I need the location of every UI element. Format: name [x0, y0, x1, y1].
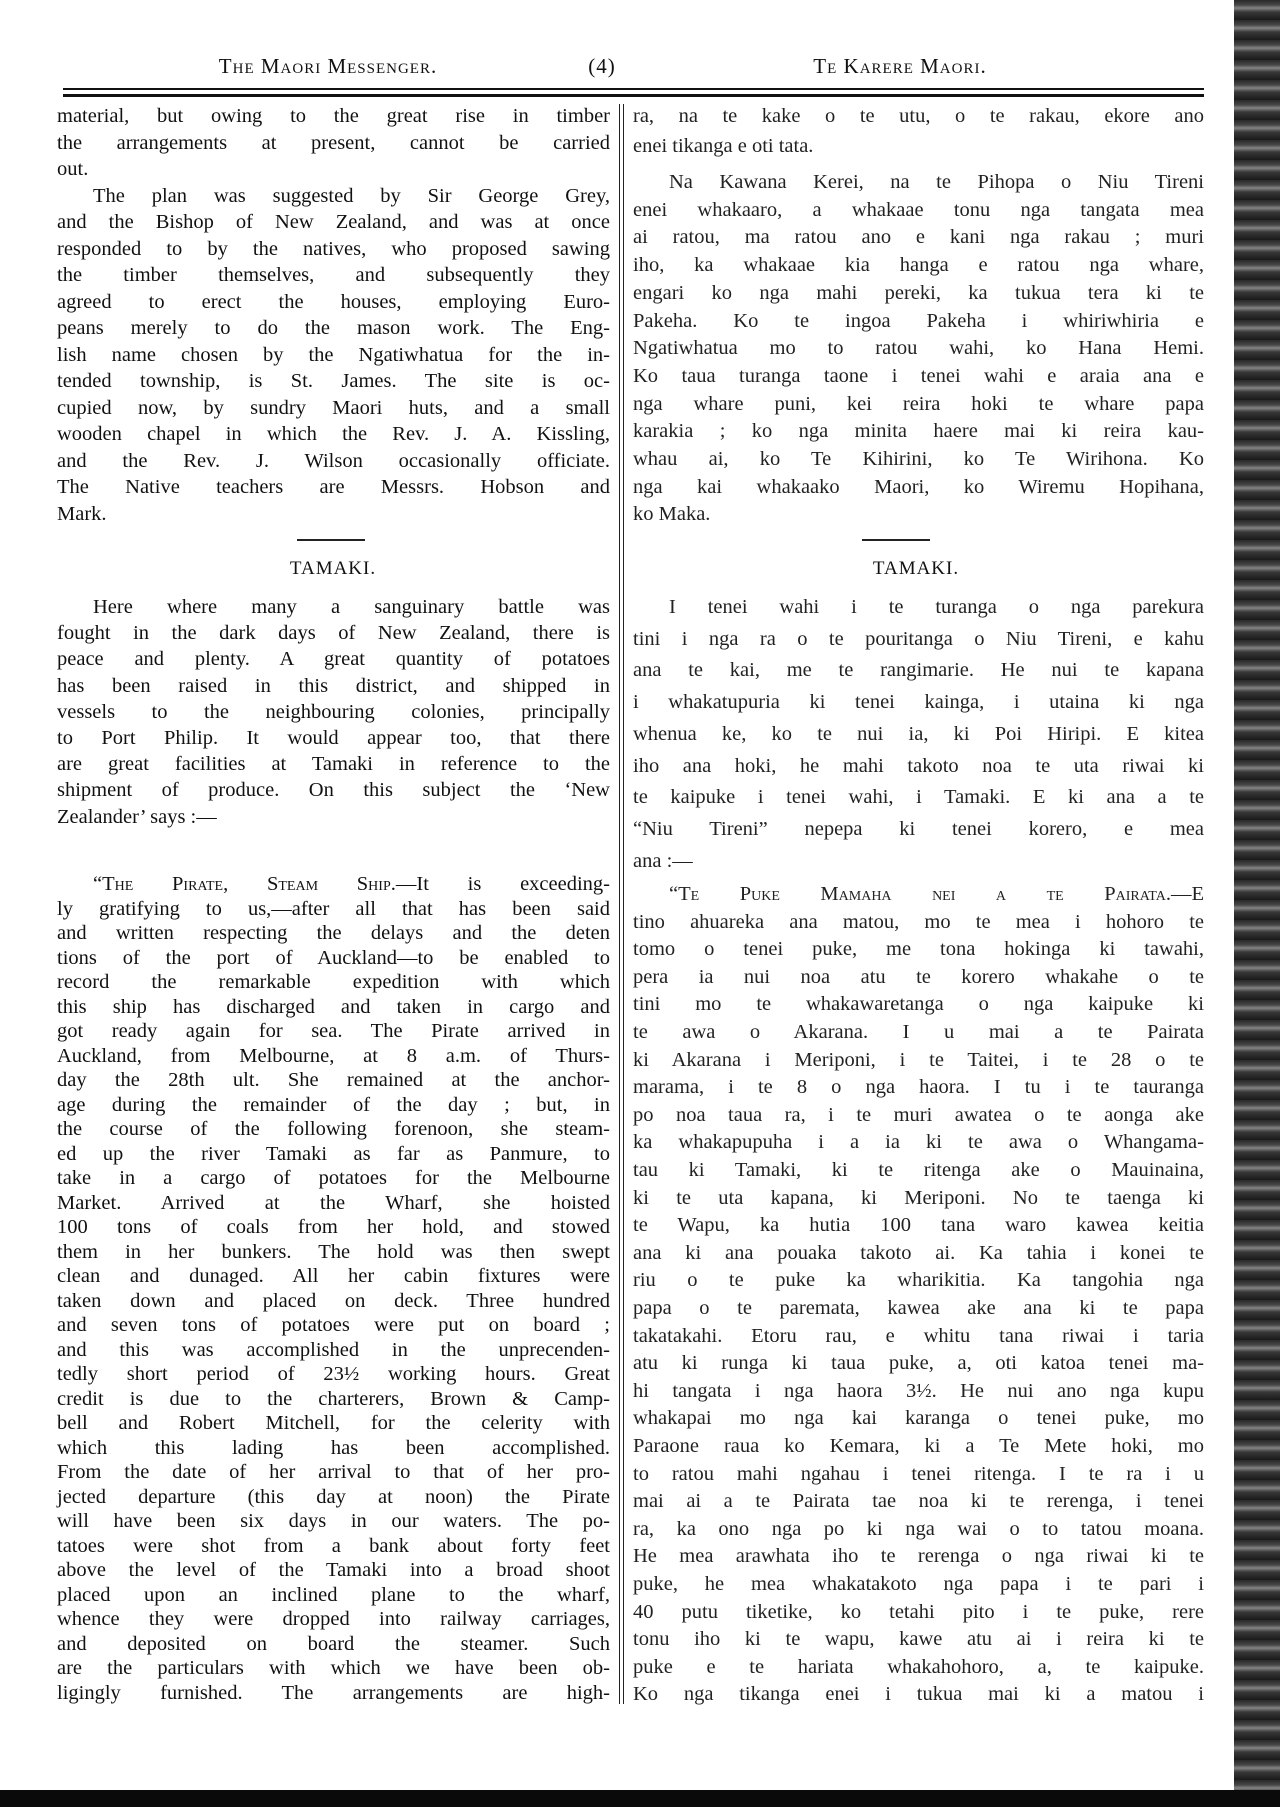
- text-line: tini mo te whakawaretanga o nga kaipuke ki: [633, 993, 1204, 1016]
- text-line: are the particulars with which we have been ob-: [57, 1657, 610, 1679]
- text-line: material, but owing to the great rise in timber: [57, 105, 610, 127]
- text-line: will have been six days in our waters. The po-: [57, 1510, 610, 1532]
- scan-edge-shadow: [1234, 0, 1280, 1790]
- text-line: te awa o Akarana. I u mai a te Pairata: [633, 1021, 1204, 1043]
- masthead-maori-title: Te Karere Maori.: [813, 54, 987, 78]
- text-line: [633, 881, 1204, 907]
- text-line: cupied now, by sundry Maori huts, and a small: [57, 396, 610, 419]
- text-line: te Wapu, ka hutia 100 tana waro kawea keitia: [633, 1214, 1204, 1237]
- article-heading-maori: TAMAKI.: [872, 558, 960, 579]
- text-line: them in her bunkers. The hold was then swept: [57, 1240, 610, 1263]
- text-line: the arrangements at present, cannot be carried: [57, 131, 610, 154]
- text-line: out.: [57, 158, 89, 180]
- text-line: [57, 871, 610, 897]
- text-line: and the Rev. J. Wilson occasionally officiate.: [57, 449, 610, 472]
- text-line: tau ki Tamaki, ki te ritenga ake o Mauinaina,: [633, 1159, 1204, 1181]
- text-line: ki te uta kapana, ki Meriponi. No te taenga ki: [633, 1186, 1204, 1209]
- text-line: ki Akarana i Meriponi, i te Taitei, i te 28 o te: [633, 1048, 1204, 1071]
- text-line: Mark.: [57, 502, 107, 525]
- text-line: tomo o tenei puke, me tona hokinga ki tawahi,: [633, 938, 1204, 961]
- text-line: jected departure (this day at noon) the Pirate: [57, 1485, 610, 1508]
- text-line-rest: —E: [1170, 883, 1204, 905]
- text-line: are great facilities at Tamaki in reference to the: [57, 753, 610, 776]
- text-line: iho ana hoki, he mahi takoto noa te uta riwai ki: [633, 754, 1204, 777]
- page-number: (4): [588, 54, 616, 78]
- header-rule-top: [63, 88, 1204, 90]
- text-line: ko Maka.: [633, 503, 711, 526]
- text-line: karakia ; ko nga minita haere mai ki reira kau-: [633, 420, 1204, 443]
- text-line: puke e te hariata whakahohoro, a, te kaipuke.: [633, 1655, 1204, 1678]
- text-line: te kaipuke i tenei wahi, i Tamaki. E ki ana a te: [633, 786, 1204, 809]
- text-line: and deposited on board the steamer. Such: [57, 1632, 610, 1655]
- text-line: wooden chapel in which the Rev. J. A. Kissling,: [57, 423, 610, 445]
- text-line: the course of the following forenoon, she steam-: [57, 1118, 610, 1140]
- text-line: ana ki ana pouaka takoto ai. Ka tahia i konei te: [633, 1241, 1204, 1264]
- text-line: and seven tons of potatoes were put on board ;: [57, 1314, 610, 1336]
- text-line: whence they were dropped into railway carriages,: [57, 1608, 610, 1630]
- text-line: has been raised in this district, and shipped in: [57, 674, 610, 697]
- masthead-english-title: The Maori Messenger.: [218, 54, 438, 78]
- text-line: Here where many a sanguinary battle was: [93, 596, 610, 618]
- text-line: this ship has discharged and taken in cargo and: [57, 995, 610, 1018]
- text-line: placed upon an inclined plane to the wharf,: [57, 1583, 610, 1606]
- text-line: peans merely to do the mason work. The Eng-: [57, 317, 610, 339]
- text-line: The Native teachers are Messrs. Hobson and: [57, 476, 610, 498]
- text-line: fought in the dark days of New Zealand, there is: [57, 622, 610, 645]
- text-line: tatoes were shot from a bank about forty feet: [57, 1534, 610, 1557]
- text-line: peace and plenty. A great quantity of potatoes: [57, 648, 610, 671]
- text-line: which this lading has been accomplished.: [57, 1436, 610, 1459]
- text-line: From the date of her arrival to that of her pro-: [57, 1461, 610, 1483]
- text-line: record the remarkable expedition with which: [57, 971, 610, 993]
- section-separator-right: [862, 539, 930, 541]
- text-line: taken down and placed on deck. Three hundred: [57, 1289, 610, 1312]
- text-line: above the level of the Tamaki into a broad shoot: [57, 1559, 610, 1581]
- text-line: enei whakaaro, a whakaae tonu nga tangata mea: [633, 198, 1204, 221]
- text-line: bell and Robert Mitchell, for the celerity with: [57, 1412, 610, 1434]
- text-line: ed up the river Tamaki as far as Panmure, to: [57, 1142, 610, 1165]
- text-line: Auckland, from Melbourne, at 8 a.m. of Thurs-: [57, 1044, 610, 1067]
- text-line: nga whare puni, kei reira hoki te whare papa: [633, 392, 1204, 415]
- text-line: to ratou mahi ngahau i tenei ritenga. I te ra i u: [633, 1462, 1204, 1485]
- text-line: ana te kai, me te rangimarie. He nui te kapana: [633, 659, 1204, 682]
- text-line: tedly short period of 23½ working hours. Great: [57, 1363, 610, 1385]
- text-line: to Port Philip. It would appear too, that there: [57, 727, 610, 749]
- text-line: hi tangata i nga haora 3½. He nui ano nga kupu: [633, 1379, 1204, 1402]
- article-lead-title: “The Pirate, Steam Ship.: [93, 873, 396, 895]
- text-line: clean and dunaged. All her cabin fixtures were: [57, 1265, 610, 1287]
- text-line: age during the remainder of the day ; but, in: [57, 1093, 610, 1116]
- text-line: ra, na te kake o te utu, o te rakau, ekore ano: [633, 105, 1204, 127]
- text-line: engari ko nga mahi pereki, ka tukua tera ki te: [633, 281, 1204, 304]
- text-line: atu ki runga ki taua puke, a, oti katoa tenei ma-: [633, 1352, 1204, 1375]
- text-line: marama, i te 8 o nga haora. I tu i te tauranga: [633, 1076, 1204, 1099]
- text-line: mai ai a te Pairata tae noa ki te rerenga, i tenei: [633, 1490, 1204, 1513]
- text-line: nga kai whakaako Maori, ko Wiremu Hopihana,: [633, 475, 1204, 498]
- text-line: responded to by the natives, who proposed sawing: [57, 237, 610, 260]
- text-line: iho, ka whakaae kia hanga e ratou nga whare,: [633, 254, 1204, 277]
- text-line: and written respecting the delays and the deten: [57, 922, 610, 944]
- text-line: pera ia nui noa atu te korero whakahe o te: [633, 965, 1204, 988]
- text-line: and the Bishop of New Zealand, and was at once: [57, 211, 610, 233]
- text-line: day the 28th ult. She remained at the anchor-: [57, 1069, 610, 1091]
- text-line: Market. Arrived at the Wharf, she hoisted: [57, 1191, 610, 1214]
- scan-bottom-edge: [0, 1790, 1280, 1807]
- text-line: I tenei wahi i te turanga o nga parekura: [669, 596, 1204, 618]
- text-line: Ngatiwhatua mo to ratou wahi, ko Hana Hemi.: [633, 337, 1204, 360]
- text-line: take in a cargo of potatoes for the Melbourne: [57, 1167, 610, 1189]
- text-line: ana :—: [633, 849, 693, 872]
- text-line: ka whakapupuha i a ia ki te awa o Whangama-: [633, 1131, 1204, 1154]
- text-line: tonu iho ki te wapu, kawe atu ai i reira ki te: [633, 1628, 1204, 1651]
- text-line-rest: —It is exceeding-: [395, 873, 610, 895]
- text-line: Ko taua turanga taone i tenei wahi e araia ana e: [633, 364, 1204, 387]
- text-line: i whakatupuria ki tenei kainga, i utaina ki nga: [633, 691, 1204, 714]
- text-line: 100 tons of coals from her hold, and stowed: [57, 1216, 610, 1238]
- text-line: lish name chosen by the Ngatiwhatua for the in-: [57, 343, 610, 366]
- text-line: “Niu Tireni” nepepa ki tenei korero, e mea: [633, 817, 1204, 840]
- text-line: got ready again for sea. The Pirate arrived in: [57, 1020, 610, 1042]
- text-line: He mea arawhata iho te rerenga o nga riwai ki te: [633, 1545, 1204, 1568]
- text-line: tino ahuareka ana matou, mo te mea i hohoro te: [633, 910, 1204, 933]
- text-line: credit is due to the charterers, Brown & Camp-: [57, 1387, 610, 1410]
- text-line: Zealander’ says :—: [57, 805, 217, 828]
- text-line: whau ai, ko Te Kihirini, ko Te Wirihona. Ko: [633, 448, 1204, 470]
- text-line: vessels to the neighbouring colonies, principally: [57, 700, 610, 723]
- text-line: and this was accomplished in the unprecenden-: [57, 1338, 610, 1361]
- text-line: agreed to erect the houses, employing Euro-: [57, 290, 610, 313]
- header-rule-bottom: [63, 94, 1204, 97]
- text-line: ra, ka ono nga po ki nga wai o to tatou moana.: [633, 1517, 1204, 1540]
- text-line: Pakeha. Ko te ingoa Pakeha i whiriwhiria e: [633, 309, 1204, 332]
- text-line: tended township, is St. James. The site is oc-: [57, 370, 610, 392]
- text-line: 40 putu tiketike, ko tetahi pito i te puke, rere: [633, 1600, 1204, 1623]
- text-line: shipment of produce. On this subject the ‘New: [57, 779, 610, 802]
- text-line: The plan was suggested by Sir George Grey,: [93, 184, 610, 207]
- article-heading-english: TAMAKI.: [289, 558, 377, 579]
- column-divider-left: [619, 104, 620, 1704]
- text-line: Paraone raua ko Kemara, ki a Te Mete hoki, mo: [633, 1435, 1204, 1457]
- text-line: tions of the port of Auckland—to be enabled to: [57, 946, 610, 969]
- text-line: ly gratifying to us,—after all that has been said: [57, 897, 610, 920]
- text-line: Ko nga tikanga enei i tukua mai ki a matou i: [633, 1683, 1204, 1706]
- text-line: Na Kawana Kerei, na te Pihopa o Niu Tireni: [669, 171, 1204, 193]
- text-line: takatakahi. Etoru rau, e whitu tana riwai i taria: [633, 1324, 1204, 1347]
- text-line: the timber themselves, and subsequently they: [57, 264, 610, 286]
- text-line: tini i nga ra o te pouritanga o Niu Tireni, e kahu: [633, 627, 1204, 650]
- text-line: riu o te puke ka wharikitia. Ka tangohia nga: [633, 1269, 1204, 1292]
- text-line: po noa taua ra, i te muri awatea o te aonga ake: [633, 1103, 1204, 1126]
- text-line: puke, he mea whakatakoto nga papa i te pari i: [633, 1573, 1204, 1595]
- text-line: whenua ke, ko te nui ia, ki Poi Hiripi. E kitea: [633, 722, 1204, 745]
- text-line: ai ratou, ma ratou ano e kani nga rakau ; muri: [633, 226, 1204, 249]
- section-separator-left: [297, 539, 365, 541]
- text-line: enei tikanga e oti tata.: [633, 135, 814, 157]
- text-line: ligingly furnished. The arrangements are high-: [57, 1681, 610, 1704]
- column-divider-right: [623, 104, 624, 1704]
- text-line: whakapai mo nga kai karanga o tenei puke, mo: [633, 1407, 1204, 1430]
- text-line: papa o te paremata, kawea ake ana ki te papa: [633, 1297, 1204, 1319]
- article-lead-title: “Te Puke Mamaha nei a te Pairata.: [669, 883, 1171, 905]
